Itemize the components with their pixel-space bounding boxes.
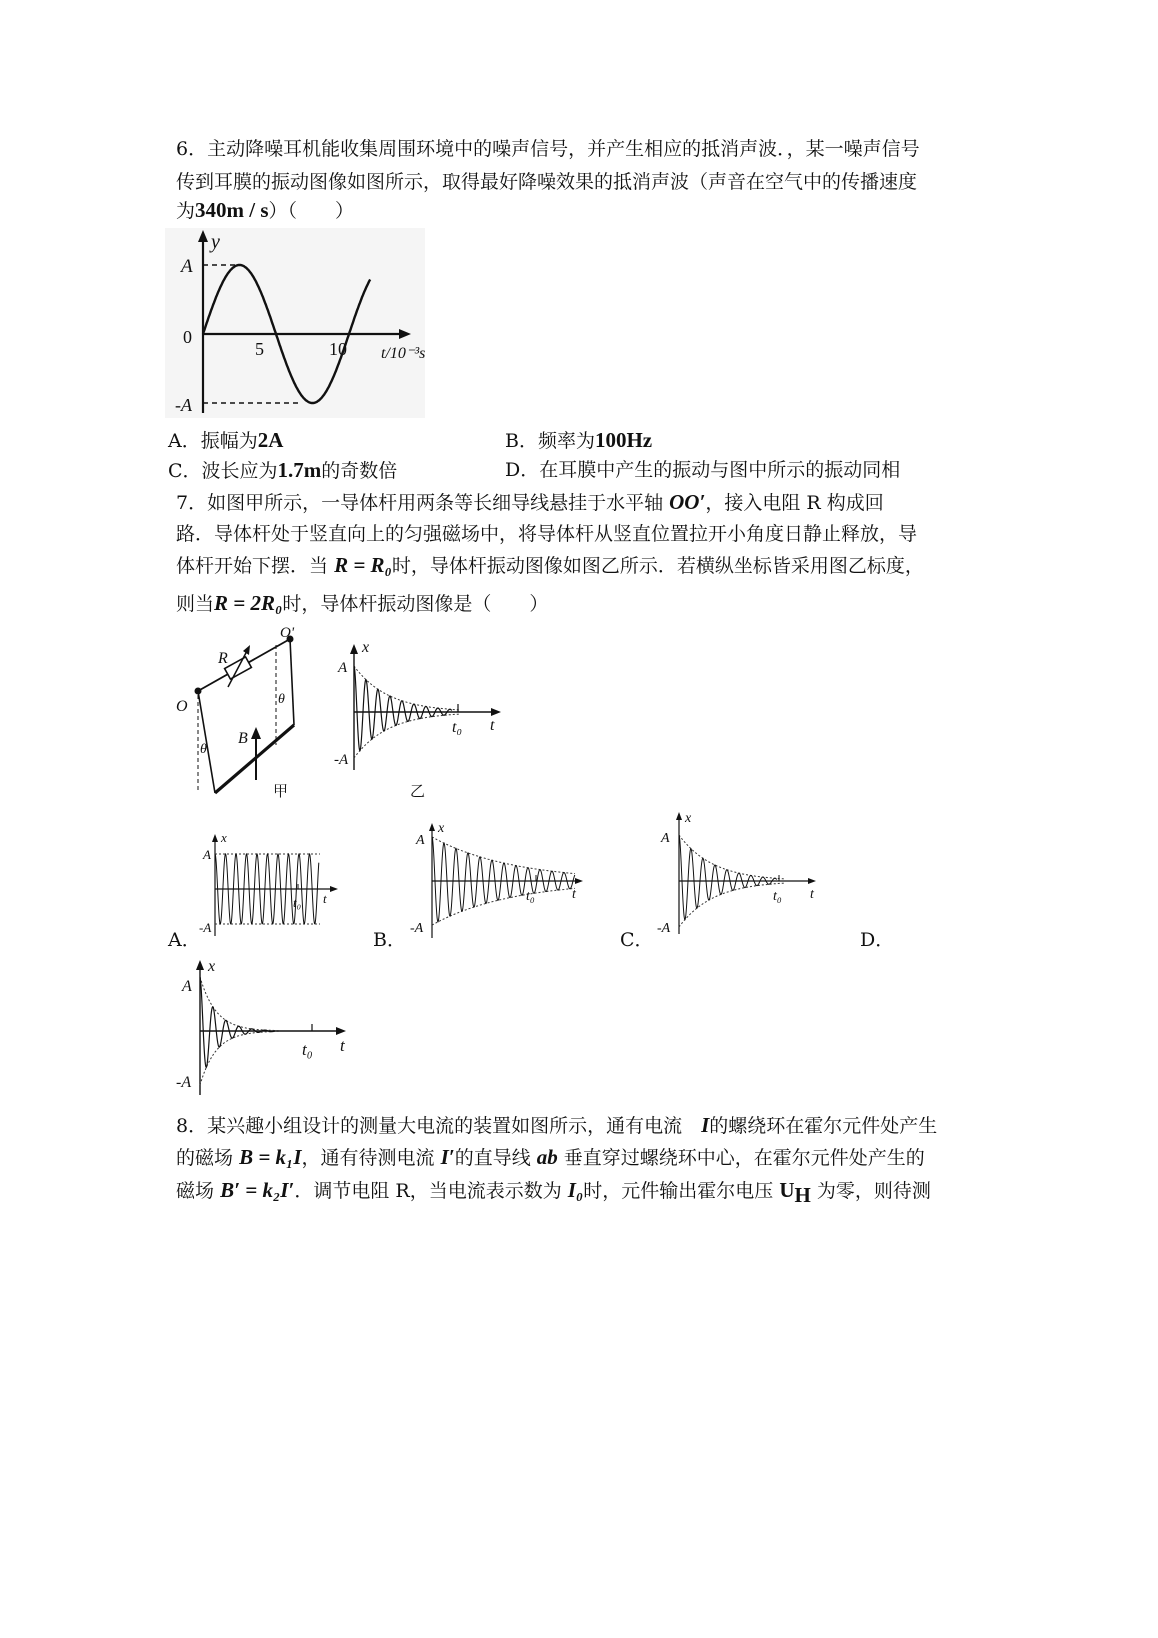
q6-y-label: y: [211, 231, 220, 253]
q7-option-a[interactable]: A．: [168, 929, 201, 951]
svg-text:t₀: t₀: [302, 1040, 313, 1059]
q7-option-b[interactable]: B．: [373, 929, 406, 951]
q7-option-c[interactable]: C．: [620, 929, 654, 951]
svg-text:-A: -A: [199, 920, 212, 935]
svg-text:x: x: [438, 821, 445, 836]
q7-line-3: 体杆开始下摆．当 R = R₀时，导体杆振动图像如图乙所示．若横纵坐标皆采用图乙标度，: [176, 553, 924, 577]
svg-text:x: x: [208, 958, 216, 975]
q7-caption-yi: 乙: [410, 782, 426, 800]
q6-t10-label: 10: [329, 339, 347, 359]
q6-line-1: 6．主动降噪耳机能收集周围环境中的噪声信号，并产生相应的抵消声波．，某一噪声信号: [176, 138, 920, 160]
q6-zero-label: 0: [183, 327, 192, 347]
q6-negA-label: -A: [175, 395, 192, 415]
svg-text:A: A: [182, 978, 192, 995]
svg-text:B: B: [238, 730, 248, 747]
svg-text:t: t: [810, 887, 814, 902]
svg-text:-A: -A: [657, 921, 671, 936]
svg-text:t₀: t₀: [452, 719, 463, 736]
svg-text:t: t: [572, 887, 576, 902]
q7-option-c-graph: [655, 808, 830, 938]
svg-text:A: A: [203, 847, 211, 862]
svg-text:t: t: [323, 891, 327, 906]
q7-line-4: 则当R = 2R₀时，导体杆振动图像是（ ）: [176, 591, 549, 615]
q6-option-b[interactable]: B．频率为100Hz: [505, 428, 653, 452]
q7-figure-jia: [172, 625, 322, 800]
svg-text:x: x: [362, 639, 370, 656]
svg-text:t: t: [490, 717, 495, 734]
svg-text:-A: -A: [410, 921, 424, 936]
q7-caption-jia: 甲: [273, 782, 289, 800]
svg-text:-A: -A: [334, 752, 349, 768]
svg-text:x: x: [221, 830, 227, 845]
q6-option-c[interactable]: C．波长应为1.7m的奇数倍: [168, 458, 398, 482]
svg-text:A: A: [416, 833, 425, 848]
q6-option-d[interactable]: D．在耳膜中产生的振动与图中所示的振动同相: [505, 459, 901, 481]
svg-text:t₀: t₀: [773, 889, 782, 904]
svg-text:O': O': [280, 625, 295, 641]
q8-line-1: 8．某兴趣小组设计的测量大电流的装置如图所示，通有电流 I的螺绕环在霍尔元件处产生: [176, 1113, 938, 1137]
q6-t5-label: 5: [255, 339, 264, 359]
q6-t-axis-label: t/10⁻³s: [381, 345, 426, 362]
q6-line-3: 为340m / s）（ ）: [176, 198, 355, 222]
q6-sine-graph: [165, 228, 435, 423]
svg-text:A: A: [661, 831, 670, 846]
q7-figure-yi: [330, 640, 510, 775]
q7-option-b-graph: [410, 820, 595, 940]
svg-text:θ: θ: [278, 692, 285, 707]
svg-text:R: R: [218, 650, 228, 667]
q7-line-1: 7．如图甲所示，一导体杆用两条等长细导线悬挂于水平轴 OO′，接入电阻 R 构成回: [176, 490, 884, 514]
q6-line-2: 传到耳膜的振动图像如图所示，取得最好降噪效果的抵消声波（声音在空气中的传播速度: [176, 171, 918, 193]
svg-text:t₀: t₀: [293, 895, 302, 910]
svg-text:O: O: [176, 698, 188, 715]
svg-text:-A: -A: [176, 1074, 192, 1091]
svg-text:t₀: t₀: [526, 889, 535, 904]
q8-line-2: 的磁场 B = k₁I，通有待测电流 I′的直导线 ab 垂直穿过螺绕环中心，在霍尔元件处产生的: [176, 1145, 925, 1169]
speed-value: 340m / s: [195, 198, 269, 222]
q6-A-label: A: [181, 256, 193, 277]
svg-text:A: A: [338, 660, 348, 676]
q7-option-a-graph: [195, 832, 345, 942]
q7-option-d-graph: [170, 955, 360, 1100]
q7-line-2: 路．导体杆处于竖直向上的匀强磁场中，将导体杆从竖直位置拉开小角度日静止释放，导: [176, 523, 918, 545]
q7-option-d[interactable]: D．: [860, 929, 895, 951]
svg-text:θ: θ: [200, 742, 207, 757]
q6-option-a[interactable]: A．振幅为2A: [168, 428, 284, 452]
q8-line-3: 磁场 B′ = k₂I′．调节电阻 R，当电流表示数为 I₀时，元件输出霍尔电压 $U_H$ 为零，则待测: [176, 1178, 931, 1207]
svg-text:t: t: [340, 1036, 345, 1055]
svg-text:x: x: [685, 811, 692, 826]
